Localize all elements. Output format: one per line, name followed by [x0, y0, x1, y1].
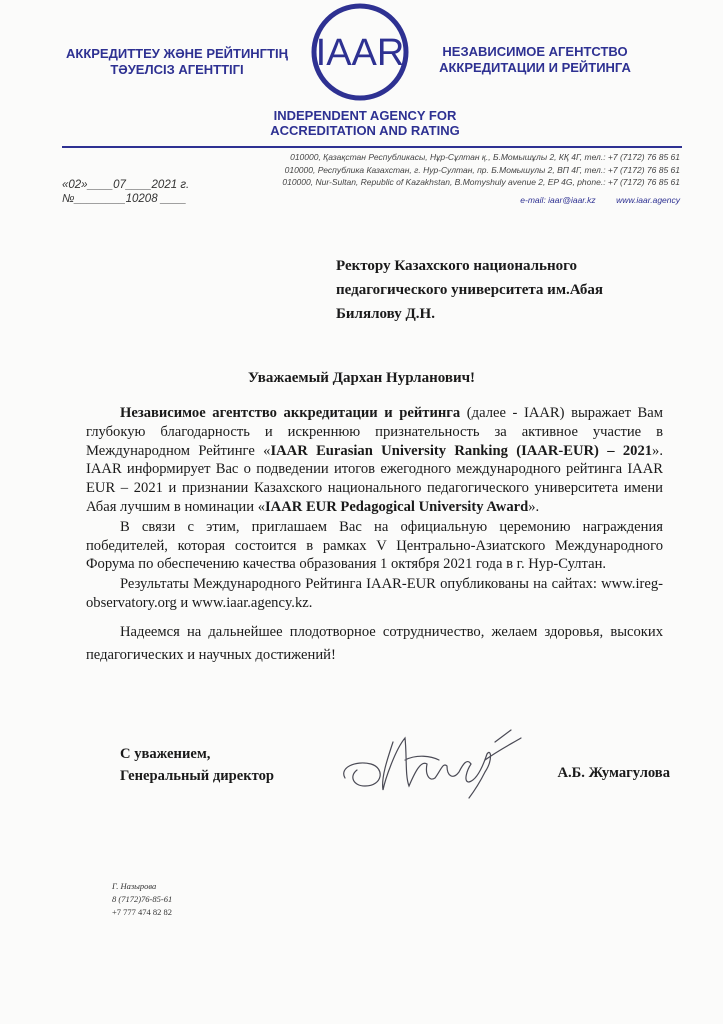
executor-phone-office: 8 (7172)76-85-61: [112, 894, 173, 904]
website-link[interactable]: www.iaar.agency: [616, 195, 680, 205]
agency-name-bold: Независимое агентство аккредитации и рейтинга: [120, 405, 461, 421]
contacts: [430, 195, 680, 205]
reference-block: [62, 178, 242, 206]
agency-name-english: [255, 108, 475, 138]
executor-info: [112, 880, 262, 919]
letter-date: «02»____07____2021 г.: [62, 179, 190, 191]
addressee-line3: Билялову Д.Н.: [336, 306, 435, 322]
iaar-logo: [300, 2, 420, 106]
logo-text: IAAR: [315, 32, 405, 74]
greeting: Уважаемый Дархан Нурланович!: [247, 370, 476, 386]
executor-phone-mobile: +7 777 474 82 82: [112, 907, 173, 917]
addressee-line2: педагогического университета им.Абая: [336, 282, 603, 298]
addressee: [336, 254, 676, 326]
letter-body: [86, 404, 663, 667]
rating-name-bold: IAAR Eurasian University Ranking (IAAR-EUR) – 2021: [270, 442, 653, 459]
addressee-line1: Ректору Казахского национального: [336, 258, 578, 274]
paragraph-1-text-c: ».: [528, 498, 540, 515]
address-russian: 010000, Республика Казахстан, г. Нур-Султан, пр. Б.Момышулы 2, ВП 4Г, тел.: +7 (7172) 76 85 61: [284, 164, 680, 175]
address-english: 010000, Nur-Sultan, Republic of Kazakhstan, B.Momyshuly avenue 2, EP 4G, phone.: +7 (7172) 76 85 61: [282, 177, 680, 187]
address-block: [210, 151, 680, 189]
paragraph-1: [86, 404, 663, 517]
agency-name-kazakh: [52, 46, 302, 78]
paragraph-4: Надеемся на дальнейшее плодотворное сотрудничество, желаем здоровья, высоких педагогических и научных достижений!: [86, 623, 663, 663]
executor-name: Г. Назырова: [112, 881, 157, 891]
agency-name-russian-line2: АККРЕДИТАЦИИ И РЕЙТИНГА: [439, 60, 631, 75]
award-name-bold: IAAR EUR Pedagogical University Award: [265, 498, 529, 515]
paragraph-3: Результаты Международного Рейтинга IAAR-EUR опубликованы на сайтах: www.ireg-observatory.org и www.iaar.agency.kz.: [86, 576, 663, 611]
handwritten-signature: [335, 720, 525, 800]
agency-name-kazakh-line2: ТӘУЕЛСІЗ АГЕНТТІГІ: [110, 62, 244, 77]
address-kazakh: 010000, Қазақстан Республикасы, Нұр-Сұлтан қ., Б.Момышұлы 2, КҚ 4Г, тел.: +7 (7172) 76 85 61: [290, 152, 680, 162]
paragraph-1-text-a: (далее - IAAR) выражает Вам глубокую благодарность и искреннюю признательность за активное участие в Международном Рейтинге «: [86, 405, 663, 459]
agency-name-kazakh-line1: АККРЕДИТТЕУ ЖӘНЕ РЕЙТИНГТІҢ: [66, 46, 288, 61]
letter-number: №________10208 ____: [62, 193, 187, 205]
position-title: Генеральный директор: [120, 768, 275, 784]
header-divider: [62, 146, 682, 148]
paragraph-1-text-b: ». IAAR информирует Вас о подведении итогов ежегодного международного рейтинга IAAR EUR – 2021 и признании Казахского национального педагогического университета имени Абая лучшим в номинации «: [86, 442, 663, 515]
signatory-name: А.Б. Жумагулова: [557, 765, 670, 781]
paragraph-2: В связи с этим, приглашаем Вас на официальную церемонию награждения победителей, которая состоится в рамках V Центрально-Азиатского Международного Форума по обеспечению качества образования 1 октября 2021 года в г. Нур-Султан.: [86, 518, 663, 573]
signature-position: [120, 743, 340, 787]
agency-name-english-line2: ACCREDITATION AND RATING: [270, 123, 460, 138]
agency-name-russian-line1: НЕЗАВИСИМОЕ АГЕНТСТВО: [442, 44, 628, 59]
email-link[interactable]: e-mail: iaar@iaar.kz: [520, 195, 596, 205]
closing-phrase: С уважением,: [120, 746, 211, 762]
agency-name-russian: [430, 44, 640, 76]
agency-name-english-line1: INDEPENDENT AGENCY FOR: [273, 108, 457, 123]
